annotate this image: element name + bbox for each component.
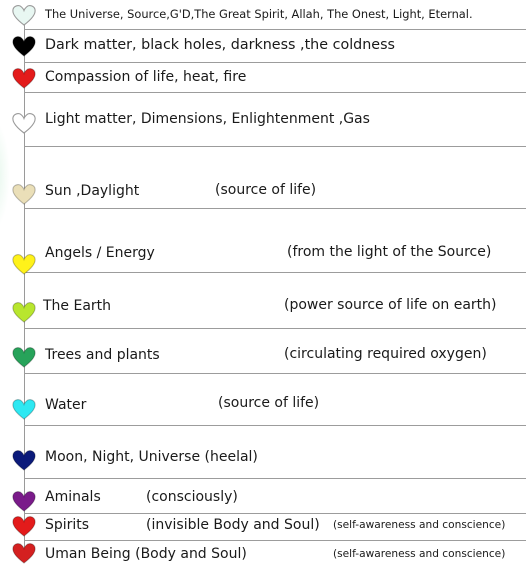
row-note: (from the light of the Source) <box>287 244 492 260</box>
row-divider <box>24 425 526 426</box>
row-label: Angels / Energy <box>45 245 155 261</box>
heart-icon <box>11 489 37 513</box>
row-note: (source of life) <box>215 182 317 198</box>
heart-icon <box>11 300 37 324</box>
row-label: Trees and plants <box>45 347 160 363</box>
heart-icon <box>11 345 37 369</box>
row-label: Moon, Night, Universe (heelal) <box>45 449 258 465</box>
row-label: Dark matter, black holes, darkness ,the coldness <box>45 37 395 53</box>
row-divider <box>24 208 526 209</box>
row-label: Sun ,Daylight <box>45 183 140 199</box>
row-divider <box>24 146 526 147</box>
row-note: (circulating required oxygen) <box>284 346 487 362</box>
background-glow <box>0 120 10 230</box>
row-label: Spirits <box>45 517 90 533</box>
row-divider <box>24 373 526 374</box>
row-label: The Earth <box>43 298 112 314</box>
row-note: (invisible Body and Soul) <box>146 517 320 533</box>
row-label: Light matter, Dimensions, Enlightenment ,Gas <box>45 111 370 127</box>
row-divider <box>24 328 526 329</box>
row-divider <box>24 92 526 93</box>
heart-icon <box>11 397 37 421</box>
row-label: The Universe, Source,G'D,The Great Spirit, Allah, The Onest, Light, Eternal. <box>45 7 473 21</box>
row-label: Water <box>45 397 87 413</box>
heart-icon <box>11 34 37 58</box>
row-label: Uman Being (Body and Soul) <box>45 546 247 562</box>
row-extra-note: (self-awareness and conscience) <box>333 548 506 560</box>
heart-icon <box>11 541 37 565</box>
heart-icon <box>11 514 37 538</box>
row-divider <box>24 29 526 30</box>
row-label: Aminals <box>45 489 101 505</box>
row-divider <box>24 513 526 514</box>
row-divider <box>24 272 526 273</box>
row-extra-note: (self-awareness and conscience) <box>333 519 506 531</box>
row-note: (power source of life on earth) <box>284 297 497 313</box>
row-divider <box>24 62 526 63</box>
row-note: (consciously) <box>146 489 238 505</box>
row-divider <box>24 478 526 479</box>
heart-icon <box>11 448 37 472</box>
heart-icon <box>11 111 37 135</box>
heart-icon <box>11 252 37 276</box>
row-divider <box>24 540 526 541</box>
row-label: Compassion of life, heat, fire <box>45 69 247 85</box>
row-note: (source of life) <box>218 395 320 411</box>
heart-icon <box>11 3 37 27</box>
heart-icon <box>11 66 37 90</box>
heart-icon <box>11 182 37 206</box>
